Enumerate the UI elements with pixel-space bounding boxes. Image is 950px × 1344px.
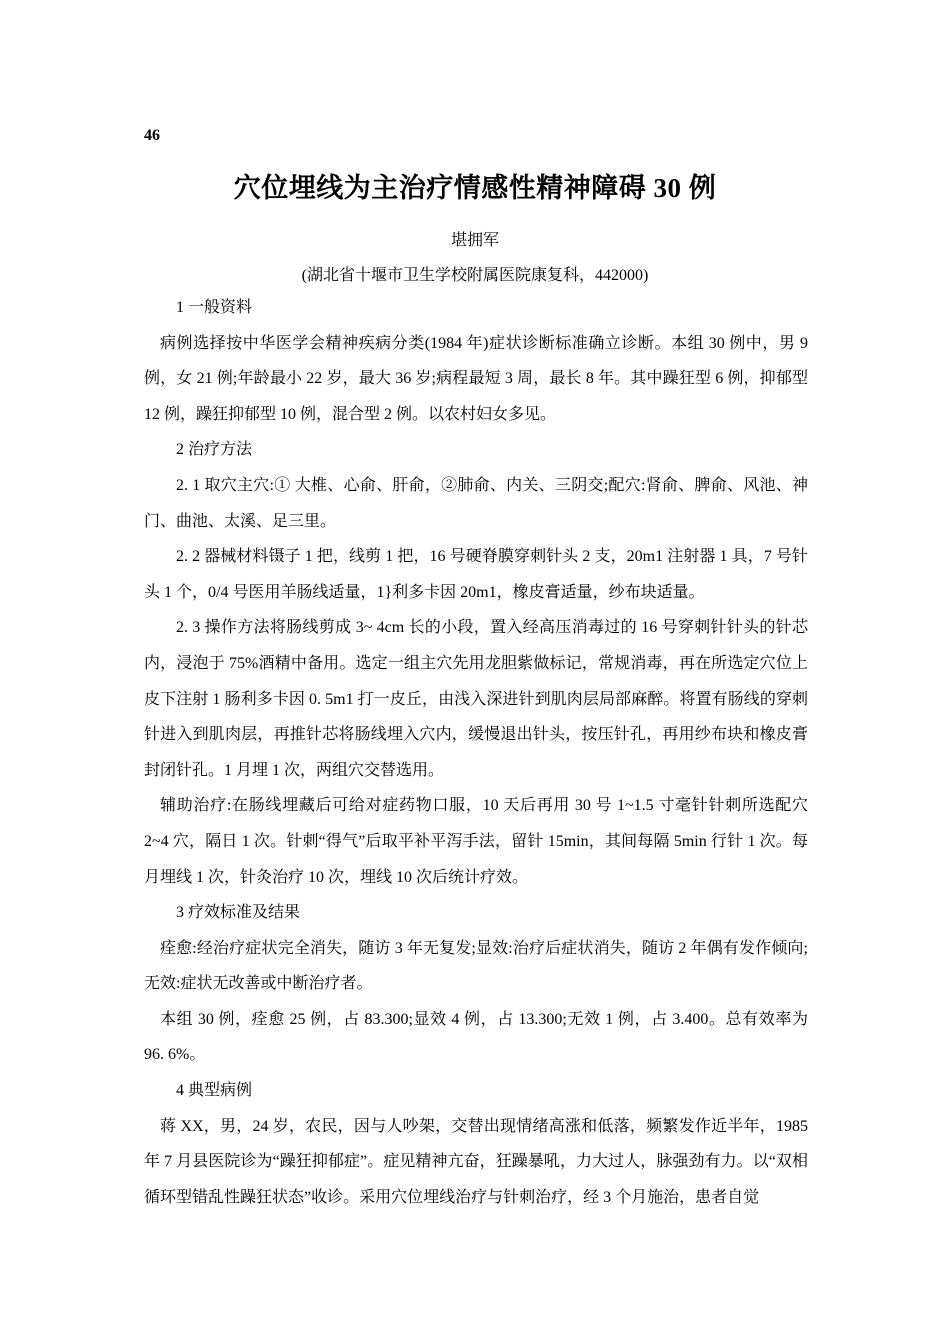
paragraph-typical-case: 蒋 XX，男，24 岁，农民，因与人吵架，交替出现情绪高涨和低落，频繁发作近半年，1985 年 7 月县医院诊为“躁狂抑郁症”。症见精神亢奋，狂躁暴吼，力大过人，脉强劲有力。以“双相循环型错乱性躁狂状态”收诊。采用穴位埋线治疗与针刺治疗，经 3 个月施治，患者自觉 (144, 1117, 808, 1206)
paragraph-procedure: 2. 3 操作方法将肠线剪成 3~ 4cm 长的小段，置入经高压消毒过的 16 号穿刺针针头的针芯内，浸泡于 75%酒精中备用。选定一组主穴先用龙胆紫做标记，常规消毒，再在所选定穴位上皮下注射 1 肠利多卡因 0. 5m1 打一皮丘，由浅入深进针到肌肉层局部麻醉。将置有肠线的穿刺针进入到肌肉层，再推针芯将肠线埋入穴内，缓慢退出针头，按压针孔，再用纱布块和橡皮膏封闭针孔。1 月埋 1 次，两组穴交替选用。 (144, 619, 808, 779)
author-name: 堪拥军 (450, 232, 499, 249)
page-number: 46 (144, 127, 160, 144)
section-heading-treatment-method: 2 治疗方法 (176, 441, 253, 459)
paragraph-case-selection: 病例选择按中华医学会精神疾病分类(1984 年)症状诊断标准确立诊断。本组 30 例中，男 9 例，女 21 例;年龄最小 22 岁，最大 36 岁;病程最短 3 周，最长 8 年。其中躁狂型 6 例，抑郁型 12 例，躁狂抑郁型 10 例，混合型 2 例。以农村妇女多见。 (144, 334, 808, 423)
article-title: 穴位埋线为主治疗情感性精神障碍 30 例 (233, 173, 717, 203)
paragraph-equipment: 2. 2 器械材料镊子 1 把，线剪 1 把，16 号硬脊膜穿刺针头 2 支，20m1 注射器 1 具，7 号针头 1 个，0/4 号医用羊肠线适量，1}利多卡因 20m1，橡皮膏适量，纱布块适量。 (144, 548, 808, 601)
paragraph-auxiliary-treatment: 辅助治疗:在肠线埋藏后可给对症药物口服，10 天后再用 30 号 1~1.5 寸毫针针刺所选配穴 2~4 穴，隔日 1 次。针刺“得气”后取平补平泻手法，留针 15min，其间每隔 5min 行针 1 次。每月埋线 1 次，针灸治疗 10 次，埋线 10 次后统计疗效。 (144, 797, 808, 886)
paragraph-efficacy-criteria: 痊愈:经治疗症状完全消失，随访 3 年无复发;显效:治疗后症状消失，随访 2 年偶有发作倾向;无效:症状无改善或中断治疗者。 (144, 939, 808, 993)
section-heading-general-info: 1 一般资料 (176, 299, 253, 316)
paragraph-results: 本组 30 例，痊愈 25 例，占 83.300;显效 4 例，占 13.300;无效 1 例，占 3.400。总有效率为 96. 6%。 (144, 1010, 808, 1064)
section-heading-criteria-results: 3 疗效标准及结果 (176, 904, 301, 922)
author-affiliation: (湖北省十堰市卫生学校附属医院康复科，442000) (301, 267, 649, 284)
article-body (144, 290, 808, 1215)
paragraph-acupoint-selection: 2. 1 取穴主穴:① 大椎、心俞、肝俞，②肺俞、内关、三阴交;配穴:肾俞、脾俞、风池、神门、曲池、太溪、足三里。 (144, 476, 808, 530)
section-heading-typical-case: 4 典型病例 (176, 1082, 253, 1100)
